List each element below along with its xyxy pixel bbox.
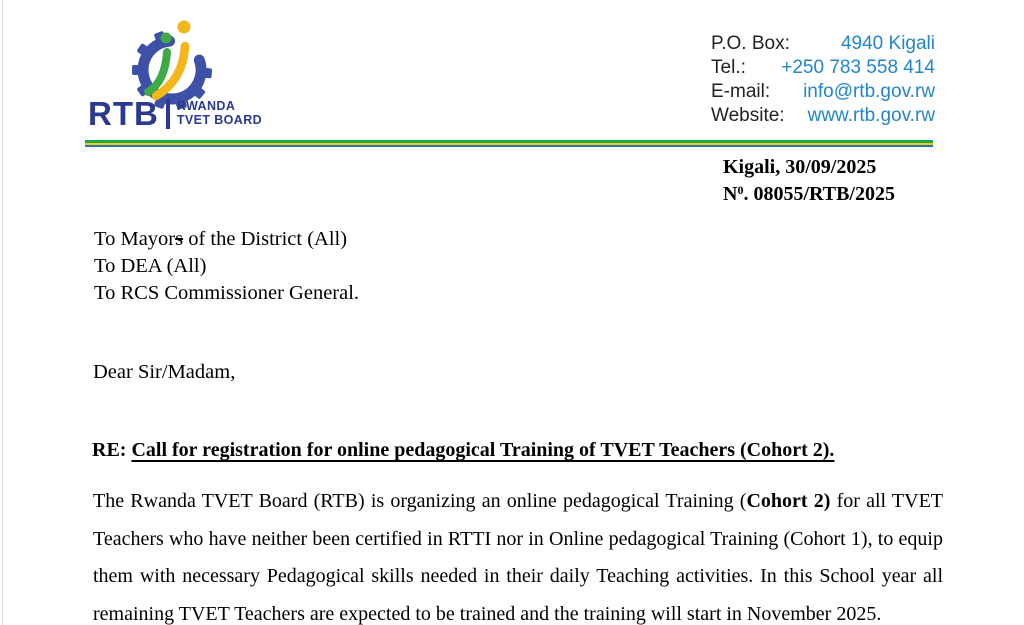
subject-prefix: RE: bbox=[92, 439, 132, 461]
logo-divider bbox=[166, 99, 170, 129]
logo-board-line2: TVET BOARD bbox=[176, 112, 263, 127]
logo-acronym: RTB bbox=[88, 95, 159, 132]
body-seg1: The Rwanda TVET Board (RTB) is organizing an online pedagogical Training ( bbox=[93, 490, 747, 512]
email-label: E-mail: bbox=[711, 81, 771, 102]
place-date: Kigali, 30/09/2025 bbox=[723, 156, 877, 178]
recipient1-pre: To Mayor bbox=[94, 228, 176, 250]
logo-board-name bbox=[177, 100, 262, 127]
email-link[interactable]: info@rtb.gov.rw bbox=[803, 81, 935, 102]
subject-text: Call for registration for online pedagogical Training of TVET Teachers (Cohort 2). bbox=[131, 439, 835, 461]
body-paragraph bbox=[93, 483, 943, 625]
recipient-line-rcs: To RCS Commissioner General. bbox=[94, 282, 360, 304]
website-label: Website: bbox=[711, 105, 785, 126]
rtb-logo-wordmark bbox=[88, 97, 262, 130]
contact-block bbox=[711, 32, 935, 128]
website-link[interactable]: www.rtb.gov.rw bbox=[807, 105, 935, 126]
recipient1-post: of the District (All) bbox=[183, 228, 348, 250]
subject-line bbox=[92, 439, 834, 462]
contact-row-tel bbox=[711, 56, 935, 80]
contact-row-pobox bbox=[711, 32, 935, 56]
flag-stripe-blue bbox=[85, 145, 933, 147]
recipient-line-mayors bbox=[94, 226, 359, 253]
contact-row-website bbox=[711, 104, 935, 128]
salutation: Dear Sir/Madam, bbox=[93, 361, 236, 383]
recipient1-struck: s bbox=[175, 228, 184, 250]
contact-row-email bbox=[711, 80, 935, 104]
body-seg2-bold: Cohort 2) bbox=[746, 490, 831, 512]
page-edge-line bbox=[2, 0, 3, 625]
ref-superscript: 0 bbox=[737, 183, 744, 197]
letter-meta bbox=[723, 156, 895, 206]
ref-tail: . 08055/RTB/2025 bbox=[743, 183, 895, 205]
flag-stripe bbox=[85, 140, 933, 147]
recipient-line-dea: To DEA (All) bbox=[94, 255, 207, 277]
tel-value: +250 783 558 414 bbox=[781, 57, 935, 78]
recipients-block bbox=[94, 226, 359, 307]
ref-n: N bbox=[723, 183, 738, 205]
logo-board-line1: RWANDA bbox=[176, 99, 236, 113]
reference-number bbox=[723, 179, 895, 206]
body-seg3: for all TVET Teachers who have neither been certified in RTTI nor in Online pedagogical Training (Cohort 1), to equip them with necessary Pedagogical skills needed in their daily Teaching activities. In this School year all remaining TVET Teachers are expected to be trained and the training will start in November 2025. bbox=[93, 490, 943, 625]
pobox-value: 4940 Kigali bbox=[840, 33, 935, 54]
tel-label: Tel.: bbox=[711, 57, 746, 78]
pobox-label: P.O. Box: bbox=[711, 33, 790, 54]
